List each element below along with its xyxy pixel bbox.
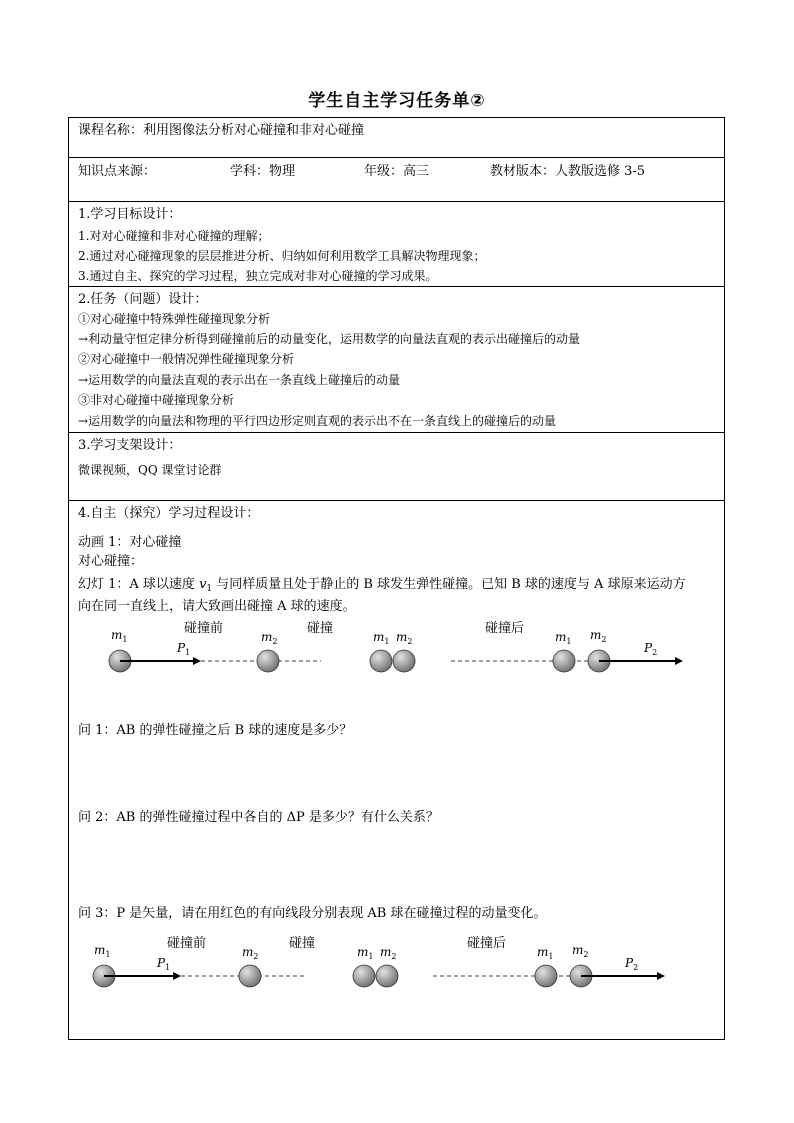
tasks-row xyxy=(69,287,724,433)
task-sheet-table xyxy=(68,117,725,1040)
arrow-head xyxy=(173,972,181,980)
m2-label: $m_2$ xyxy=(572,943,589,959)
goal-item: 2.通过对心碰撞现象的层层推进分析、归纳如何利用数学工具解决物理现象； xyxy=(78,249,486,263)
arrow-head xyxy=(193,657,201,665)
p1-label: $P_1$ xyxy=(177,641,191,657)
ball-b xyxy=(257,650,279,672)
course-row xyxy=(69,118,724,158)
arrow-head xyxy=(675,657,683,665)
goal-item: 1.对对心碰撞和非对心碰撞的理解； xyxy=(78,229,270,243)
ball-b xyxy=(376,965,398,987)
m1-label: $m_1$ xyxy=(555,630,572,646)
collision-diagram-1 xyxy=(69,616,724,686)
before-label: 碰撞前 xyxy=(167,936,207,951)
task-item: ③非对心碰撞中碰撞现象分析 xyxy=(78,393,235,407)
after-label: 碰撞后 xyxy=(467,936,507,951)
slide-text xyxy=(78,577,686,597)
p1-label: $P_1$ xyxy=(157,956,171,972)
page-title: 学生自主学习任务单② xyxy=(308,91,486,111)
m2-label: $m_2$ xyxy=(380,945,397,961)
course-name: 课程名称：利用图像法分析对心碰撞和非对心碰撞 xyxy=(78,123,365,138)
support-heading: 3.学习支架设计： xyxy=(78,438,182,453)
m1-label: $m_1$ xyxy=(373,630,390,646)
m1-label: $m_1$ xyxy=(537,945,554,961)
during-label: 碰撞 xyxy=(307,621,334,636)
arrow-head xyxy=(657,972,665,980)
ball-a xyxy=(553,650,575,672)
task-item: →运用数学的向量法和物理的平行四边形定则直观的表示出不在一条直线上的碰撞后的动量 xyxy=(78,414,557,428)
info-row xyxy=(69,158,724,202)
m2-label: $m_2$ xyxy=(396,630,413,646)
m1-label: $m_1$ xyxy=(94,943,111,959)
textbook: 教材版本：人教版选修 3-5 xyxy=(490,164,646,179)
velocity-subscript: 1 xyxy=(206,584,213,594)
m2-label: $m_2$ xyxy=(242,945,259,961)
support-content: 微课视频，QQ 课堂讨论群 xyxy=(78,463,222,477)
slide-text-pre: 幻灯 1：A 球以速度 xyxy=(78,577,200,592)
grade: 年级：高三 xyxy=(364,164,430,179)
task-item: ①对心碰撞中特殊弹性碰撞现象分析 xyxy=(78,312,271,326)
m2-label: $m_2$ xyxy=(590,628,607,644)
animation-title: 动画 1：对心碰撞 xyxy=(78,535,182,550)
after-label: 碰撞后 xyxy=(485,621,525,636)
ball-b xyxy=(393,650,415,672)
process-row xyxy=(69,501,724,1039)
tasks-heading: 2.任务（问题）设计： xyxy=(78,292,208,307)
task-item: ②对心碰撞中一般情况弹性碰撞现象分析 xyxy=(78,352,295,366)
ball-a xyxy=(535,965,557,987)
velocity-symbol: v xyxy=(199,577,207,592)
question-1: 问 1：AB 的弹性碰撞之后 B 球的速度是多少？ xyxy=(78,723,353,738)
goal-item: 3.通过自主、探究的学习过程，独立完成对非对心碰撞的学习成果。 xyxy=(78,269,438,283)
m1-label: $m_1$ xyxy=(111,628,128,644)
goals-heading: 1.学习目标设计： xyxy=(78,207,182,222)
collision-diagram-2 xyxy=(69,931,724,1001)
process-heading: 4.自主（探究）学习过程设计： xyxy=(78,506,260,521)
p2-label: $P_2$ xyxy=(625,956,639,972)
ball-a xyxy=(370,650,392,672)
question-2: 问 2：AB 的弹性碰撞过程中各自的 ΔP 是多少？有什么关系？ xyxy=(78,810,439,825)
during-label: 碰撞 xyxy=(289,936,316,951)
subject: 学科：物理 xyxy=(230,164,296,179)
collision-label: 对心碰撞： xyxy=(78,554,144,569)
p2-label: $P_2$ xyxy=(644,641,658,657)
ball-b xyxy=(239,965,261,987)
m2-label: $m_2$ xyxy=(261,630,278,646)
before-label: 碰撞前 xyxy=(184,621,224,636)
question-3: 问 3：P 是矢量，请在用红色的有向线段分别表现 AB 球在碰撞过程的动量变化。 xyxy=(78,906,547,921)
slide-text-post: 与同样质量且处于静止的 B 球发生弹性碰撞。已知 B 球的速度与 A 球原来运动方 xyxy=(212,577,686,592)
support-row xyxy=(69,433,724,501)
task-item: →利动量守恒定律分析得到碰撞前后的动量变化，运用数学的向量法直观的表示出碰撞后的动量 xyxy=(78,332,581,346)
m1-label: $m_1$ xyxy=(357,945,374,961)
knowledge-source: 知识点来源： xyxy=(78,164,157,179)
task-item: →运用数学的向量法直观的表示出在一条直线上碰撞后的动量 xyxy=(78,373,401,387)
goals-row xyxy=(69,202,724,287)
slide-text-line2: 向在同一直线上，请大致画出碰撞 A 球的速度。 xyxy=(78,599,356,614)
ball-a xyxy=(353,965,375,987)
